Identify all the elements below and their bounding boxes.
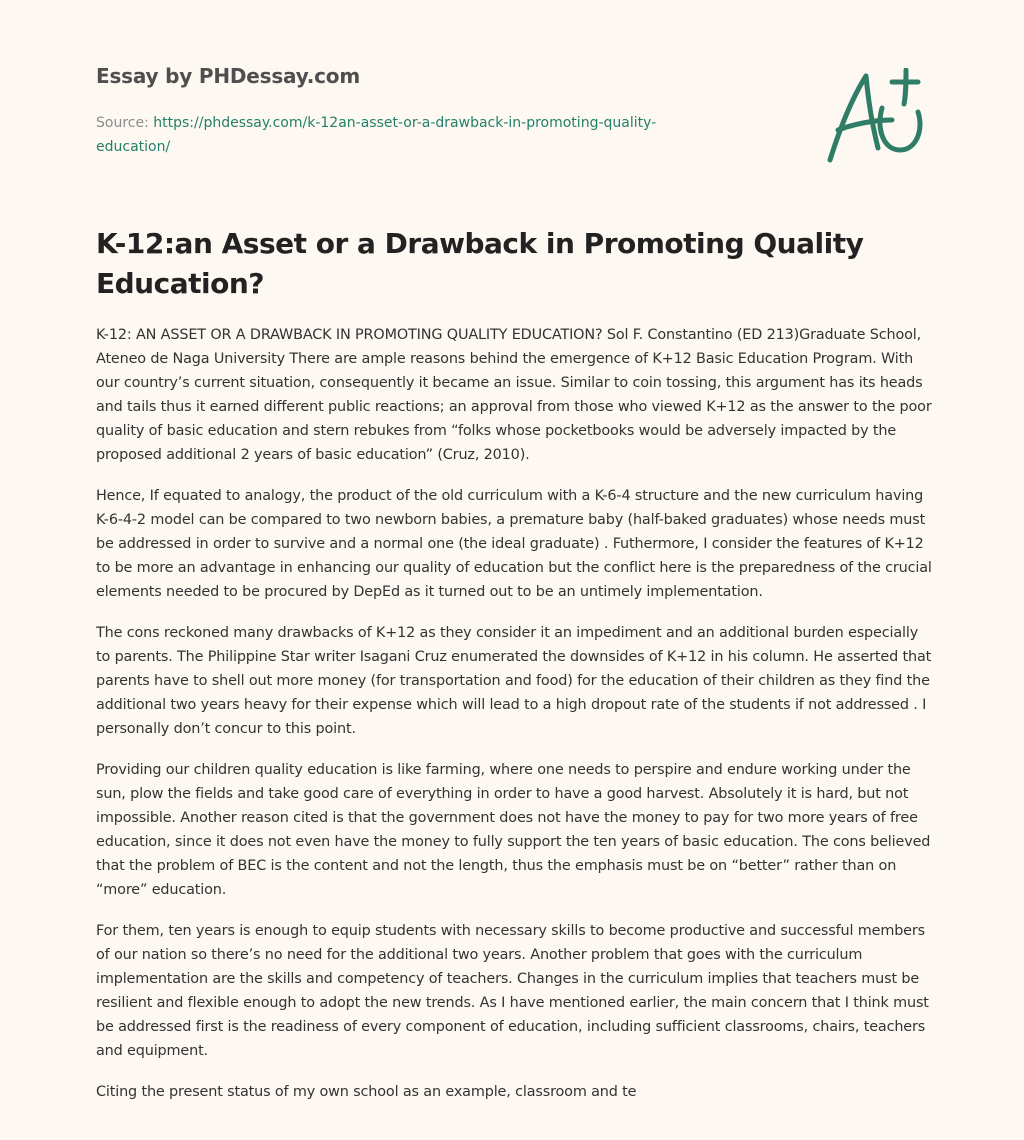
source-line: [96, 111, 716, 159]
site-title: Essay by PHDessay.com: [96, 64, 360, 88]
source-label: Source:: [96, 115, 149, 131]
paragraph: For them, ten years is enough to equip students with necessary skills to become productive and successful members of our nation so there’s no need for the additional two years. Another problem that goes with the curriculum implementation are the skills and competency of teachers. Changes in the curriculum implies that teachers must be resilient and flexible enough to adopt the new trends. As I have mentioned earlier, the main concern that I think must be addressed first is the readiness of every component of education, including sufficient classrooms, chairs, teachers and equipment.: [96, 923, 929, 1059]
paragraph: K-12: AN ASSET OR A DRAWBACK IN PROMOTING QUALITY EDUCATION? Sol F. Constantino (ED 213)Graduate School, Ateneo de Naga University There are ample reasons behind the emergence of K+12 Basic Education Program. With our country’s current situation, consequently it became an issue. Similar to coin tossing, this argument has its heads and tails thus it earned different public reactions; an approval from those who viewed K+12 as the answer to the poor quality of basic education and stern rebukes from “folks whose pocketbooks would be adversely impacted by the proposed additional 2 years of basic education” (Cruz, 2010).: [96, 327, 932, 463]
paragraph: Citing the present status of my own school as an example, classroom and te: [96, 1084, 637, 1100]
a-plus-icon: [818, 68, 930, 164]
paragraph: Hence, If equated to analogy, the product of the old curriculum with a K-6-4 structure and the new curriculum having K-6-4-2 model can be compared to two newborn babies, a premature baby (half-baked graduates) whose needs must be addressed in order to survive and a normal one (the ideal graduate) . Futhermore, I consider the features of K+12 to be more an advantage in enhancing our quality of education but the conflict here is the preparedness of the crucial elements needed to be procured by DepEd as it turned out to be an untimely implementation.: [96, 488, 932, 600]
paragraph: Providing our children quality education is like farming, where one needs to perspire and endure working under the sun, plow the fields and take good care of everything in order to have a good harvest. Absolutely it is hard, but not impossible. Another reason cited is that the government does not have the money to pay for two more years of free education, since it does not even have the money to fully support the ten years of basic education. The cons believed that the problem of BEC is the content and not the length, thus the emphasis must be on “better” rather than on “more” education.: [96, 762, 931, 898]
article-title: K-12:an Asset or a Drawback in Promoting Quality Education?: [96, 227, 864, 300]
paragraph: The cons reckoned many drawbacks of K+12 as they consider it an impediment and an additional burden especially to parents. The Philippine Star writer Isagani Cruz enumerated the downsides of K+12 in his column. He asserted that parents have to shell out more money (for transportation and food) for the education of their children as they find the additional two years heavy for their expense which will lead to a high dropout rate of the students if not addressed . I personally don’t concur to this point.: [96, 625, 932, 737]
source-link[interactable]: https://phdessay.com/k-12an-asset-or-a-drawback-in-promoting-quality-education/: [96, 115, 657, 155]
article-body: [96, 323, 936, 1121]
